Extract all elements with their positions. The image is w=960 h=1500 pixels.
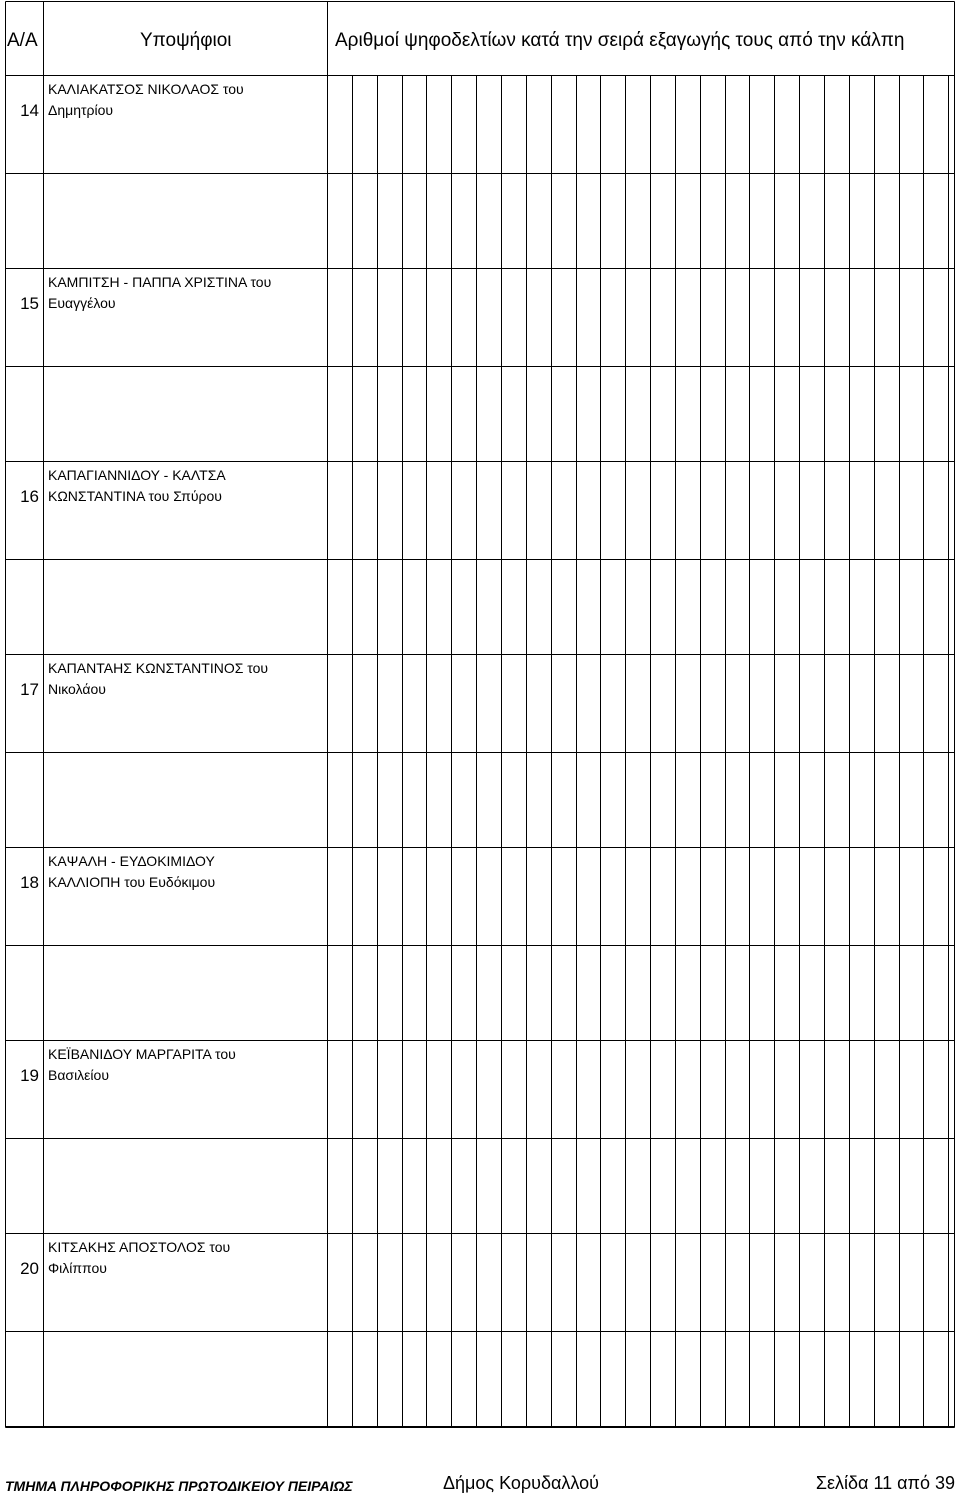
candidate-name-line1: ΚΑΨΑΛΗ - ΕΥΔΟΚΙΜΙΔΟΥ [48, 853, 215, 869]
page-footer [5, 1473, 955, 1499]
candidate-name-line2: ΚΩΝΣΤΑΝΤΙΝΑ του Σπύρου [48, 488, 222, 504]
header-candidates: Υποψήφιοι [140, 30, 232, 51]
candidate-name [48, 851, 368, 893]
candidate-name-line1: ΚΑΠΑΓΙΑΝΝΙΔΟΥ - ΚΑΛΤΣΑ [48, 467, 226, 483]
candidate-name-line2: Νικολάου [48, 681, 106, 697]
candidate-number: 17 [20, 680, 39, 699]
candidate-name [48, 79, 368, 121]
candidate-number: 14 [20, 101, 39, 120]
candidate-number: 15 [20, 294, 39, 313]
candidate-name [48, 272, 368, 314]
candidate-name-line1: ΚΑΠΑΝΤΑΗΣ ΚΩΝΣΤΑΝΤΙΝΟΣ του [48, 660, 269, 676]
footer-municipality: Δήμος Κορυδαλλού [443, 1473, 599, 1493]
candidate-name-line2: Ευαγγέλου [48, 295, 116, 311]
candidate-name-line2: Βασιλείου [48, 1067, 109, 1083]
header-aa: Α/Α [7, 30, 38, 51]
header-ballot-numbers: Αριθμοί ψηφοδελτίων κατά την σειρά εξαγωγής τους από την κάλπη [335, 30, 905, 51]
candidate-name [48, 1237, 368, 1279]
candidate-name [48, 1044, 368, 1086]
candidate-number: 18 [20, 873, 39, 892]
table-grid [5, 1, 955, 1428]
ballot-tally-table [5, 1, 955, 1428]
candidate-name [48, 465, 368, 507]
footer-department: ΤΜΗΜΑ ΠΛΗΡΟΦΟΡΙΚΗΣ ΠΡΩΤΟΔΙΚΕΙΟΥ ΠΕΙΡΑΙΩΣ [5, 1478, 353, 1494]
candidate-number: 20 [20, 1259, 39, 1278]
footer-page-number: Σελίδα 11 από 39 [815, 1473, 955, 1493]
candidate-name-line1: ΚΙΤΣΑΚΗΣ ΑΠΟΣΤΟΛΟΣ του [48, 1239, 231, 1255]
candidate-name-line1: ΚΑΛΙΑΚΑΤΣΟΣ ΝΙΚΟΛΑΟΣ του [48, 81, 244, 97]
candidate-name-line2: Δημητρίου [48, 102, 114, 118]
candidate-name-line1: ΚΕΪΒΑΝΙΔΟΥ ΜΑΡΓΑΡΙΤΑ του [48, 1046, 236, 1062]
candidate-name-line2: Φιλίππου [48, 1260, 107, 1276]
candidate-number: 16 [20, 487, 39, 506]
candidate-name-line2: ΚΑΛΛΙΟΠΗ του Ευδόκιμου [48, 874, 216, 890]
candidate-name [48, 658, 368, 700]
candidate-number: 19 [20, 1066, 39, 1085]
candidate-name-line1: ΚΑΜΠΙΤΣΗ - ΠΑΠΠΑ ΧΡΙΣΤΙΝΑ του [48, 274, 272, 290]
